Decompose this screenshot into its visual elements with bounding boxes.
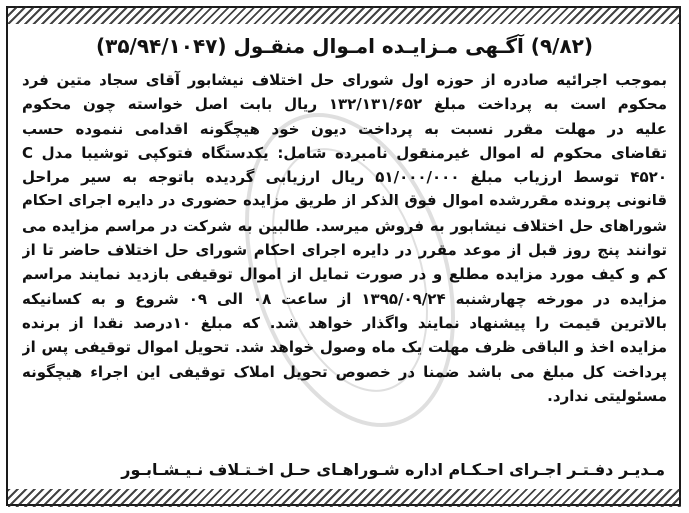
- top-border-band: [8, 6, 681, 24]
- notice-line: محکوم است به پرداخت مبلغ ۱۳۲/۱۳۱/۶۵۲ ریال بابت اصل خواسته چون محکوم: [22, 95, 667, 114]
- notice-line: قانونی پرونده مقررشده اموال فوق الذکر از طریق مزایده حضوری در دایره اجرای احکام: [22, 192, 667, 210]
- notice-line: ۴۵۲۰ توسط ارزیاب مبلغ ۵۱/۰۰۰/۰۰۰ ریال ارزیابی گردیده باتوجه به سیر مراحل: [22, 168, 667, 187]
- notice-line: کم و کیف مورد مزایده مطلع و در صورت تمایل از اموال توقیفی بازدید نمایند مراسم: [22, 265, 667, 284]
- notice-line: پرداخت کل مبلغ می باشد ضمنا در خصوص تحویل املاک توقیفی این اجراء هیچگونه: [22, 362, 667, 381]
- notice-line: بموجب اجرائیه صادره از حوزه اول شورای حل اختلاف نیشابور آقای سجاد متین فرد: [22, 71, 667, 89]
- notice-line: توانند پنج روز قبل از موعد مقرر در دایره اجرای احکام شورای حل اختلاف حاضر تا از: [22, 241, 667, 260]
- notice-title: (۹/۸۲) آگـهی مـزایـده امـوال منقـول (۳۵/۹۴/۱۰۴۷): [95, 34, 594, 58]
- notice-line: مزایده در مورخه چهارشنبه ۱۳۹۵/۰۹/۲۴ از ساعت ۰۸ الی ۰۹ شروع و به کسانیکه: [22, 289, 667, 308]
- notice-line: علیه در مهلت مقرر نسبت به پرداخت دیون خود هیچگونه اقدامی ننموده حسب: [22, 119, 667, 138]
- notice-signature: مـدیـر دفـتـر اجـرای احـکـام اداره شـوراهـای حـل اخـتـلاف نـیـشـابـور: [121, 460, 665, 479]
- bottom-border-band: [8, 489, 681, 507]
- notice-line: مسئولیتی ندارد.: [547, 386, 667, 405]
- notice-line: تقاضای محکوم له اموال غیرمنقول نامبرده شامل: یکدستگاه فتوکپی توشیبا مدل C: [22, 143, 667, 162]
- notice-line: مزایده اخذ و الباقی ظرف مهلت یک ماه وصول خواهد شد. تحویل اموال توقیفی پس از: [22, 338, 667, 357]
- notice-body: [22, 68, 667, 408]
- notice-line: شوراهای حل اختلاف نیشابور به فروش میرسد. طالبین به شرکت در مراسم مزایده می: [22, 216, 667, 235]
- notice-line: بالاترین قیمت را پیشنهاد نمایند واگذار خواهد شد. که مبلغ ۱۰درصد نقدا از برنده: [22, 313, 667, 332]
